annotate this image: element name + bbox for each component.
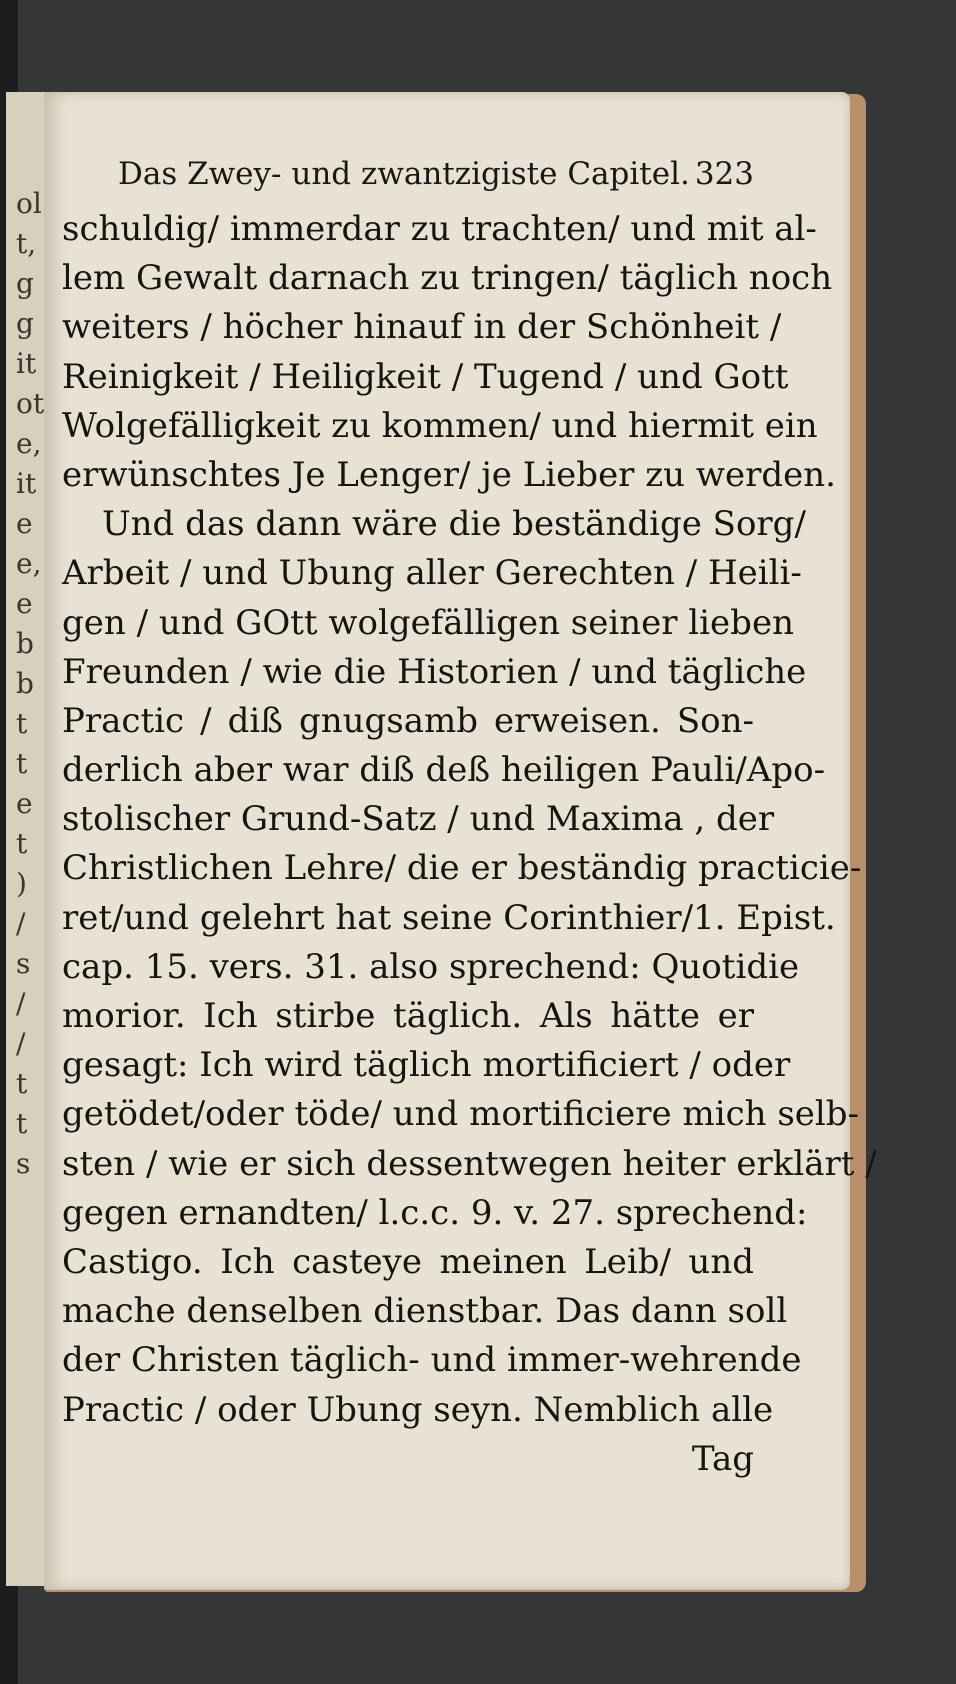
previous-page-glyph: / [16,1027,26,1060]
page-number: 323 [694,156,754,192]
previous-page-glyph: t [16,1107,28,1140]
text-line: Practic / diß gnugsamb erweisen. Son- [62,700,754,741]
previous-page-glyph: t [16,1067,28,1100]
text-line: der Christen täglich- und immer-wehrende [62,1340,802,1381]
text-line: lem Gewalt darnach zu tringen/ täglich noch [62,258,833,299]
previous-page-glyph: / [16,907,26,940]
text-line: Freunden / wie die Historien / und tägliche [62,651,807,692]
body-text [62,205,877,1484]
previous-page-glyph: b [16,627,34,660]
text-line: Practic / oder Ubung seyn. Nemblich alle [62,1389,774,1430]
text-line: schuldig/ immerdar zu trachten/ und mit al- [62,209,817,249]
text-line: Reinigkeit / Heiligkeit / Tugend / und Gott [62,356,789,397]
previous-page-glyph: / [16,987,26,1020]
text-line: Castigo. Ich casteye meinen Leib/ und [62,1241,754,1282]
text-line: Arbeit / und Ubung aller Gerechten / Heili- [62,553,802,594]
previous-page-glyph: t, [16,227,37,260]
text-line: Und das dann wäre die beständige Sorg/ [102,504,806,545]
text-line: sten / wie er sich dessentwegen heiter erklärt / [62,1143,877,1184]
previous-page-glyph: t [16,827,28,860]
text-line: gegen ernandten/ l.c.c. 9. v. 27. sprechend: [62,1192,808,1233]
text-line: erwünschtes Je Lenger/ je Lieber zu werden. [62,454,836,495]
text-line: gesagt: Ich wird täglich mortificiert / oder [62,1045,791,1086]
previous-page-glyph: s [16,1147,31,1180]
text-line: ret/und gelehrt hat seine Corinthier/1. Epist. [62,897,836,938]
previous-page-glyph: e [16,587,33,620]
previous-page-glyph: e [16,507,33,540]
text-line: derlich aber war diß deß heiligen Pauli/Apo- [62,750,826,791]
text-line: stolischer Grund-Satz / und Maxima , der [62,799,775,840]
previous-page-glyph: s [16,947,31,980]
text-line: gen / und GOtt wolgefälligen seiner lieben [62,602,794,643]
previous-page-glyph: ot [16,387,45,420]
previous-page-glyph: e, [16,547,42,580]
previous-page-glyph: ) [16,867,27,900]
text-line: morior. Ich stirbe täglich. Als hätte er [62,996,754,1036]
catchword: Tag [691,1438,754,1479]
previous-page-glyph: t [16,747,28,780]
previous-page-glyph: g [16,267,34,300]
previous-page-glyph: e [16,787,33,820]
text-line: Christlichen Lehre/ die er beständig practicie- [62,848,862,889]
previous-page-edge [6,92,48,1586]
previous-page-glyph: it [16,467,37,500]
previous-page-glyph: ol [16,187,42,220]
running-head [118,156,754,198]
previous-page-glyph: b [16,667,34,700]
chapter-title: Das Zwey- und zwantzigiste Capitel. [118,156,690,192]
previous-page-glyph: g [16,307,34,340]
previous-page-glyph: t [16,707,28,740]
text-line: mache denselben dienstbar. Das dann soll [62,1291,788,1332]
previous-page-glyph: it [16,347,37,380]
text-line: Wolgefälligkeit zu kommen/ und hiermit ein [62,405,818,446]
previous-page-glyph: e, [16,427,42,460]
previous-page-text-fragments [6,92,46,1586]
text-line: weiters / höcher hinauf in der Schönheit / [62,307,782,348]
text-line: getödet/oder töde/ und mortificiere mich selb- [62,1094,860,1135]
text-line: cap. 15. vers. 31. also sprechend: Quotidie [62,946,800,987]
